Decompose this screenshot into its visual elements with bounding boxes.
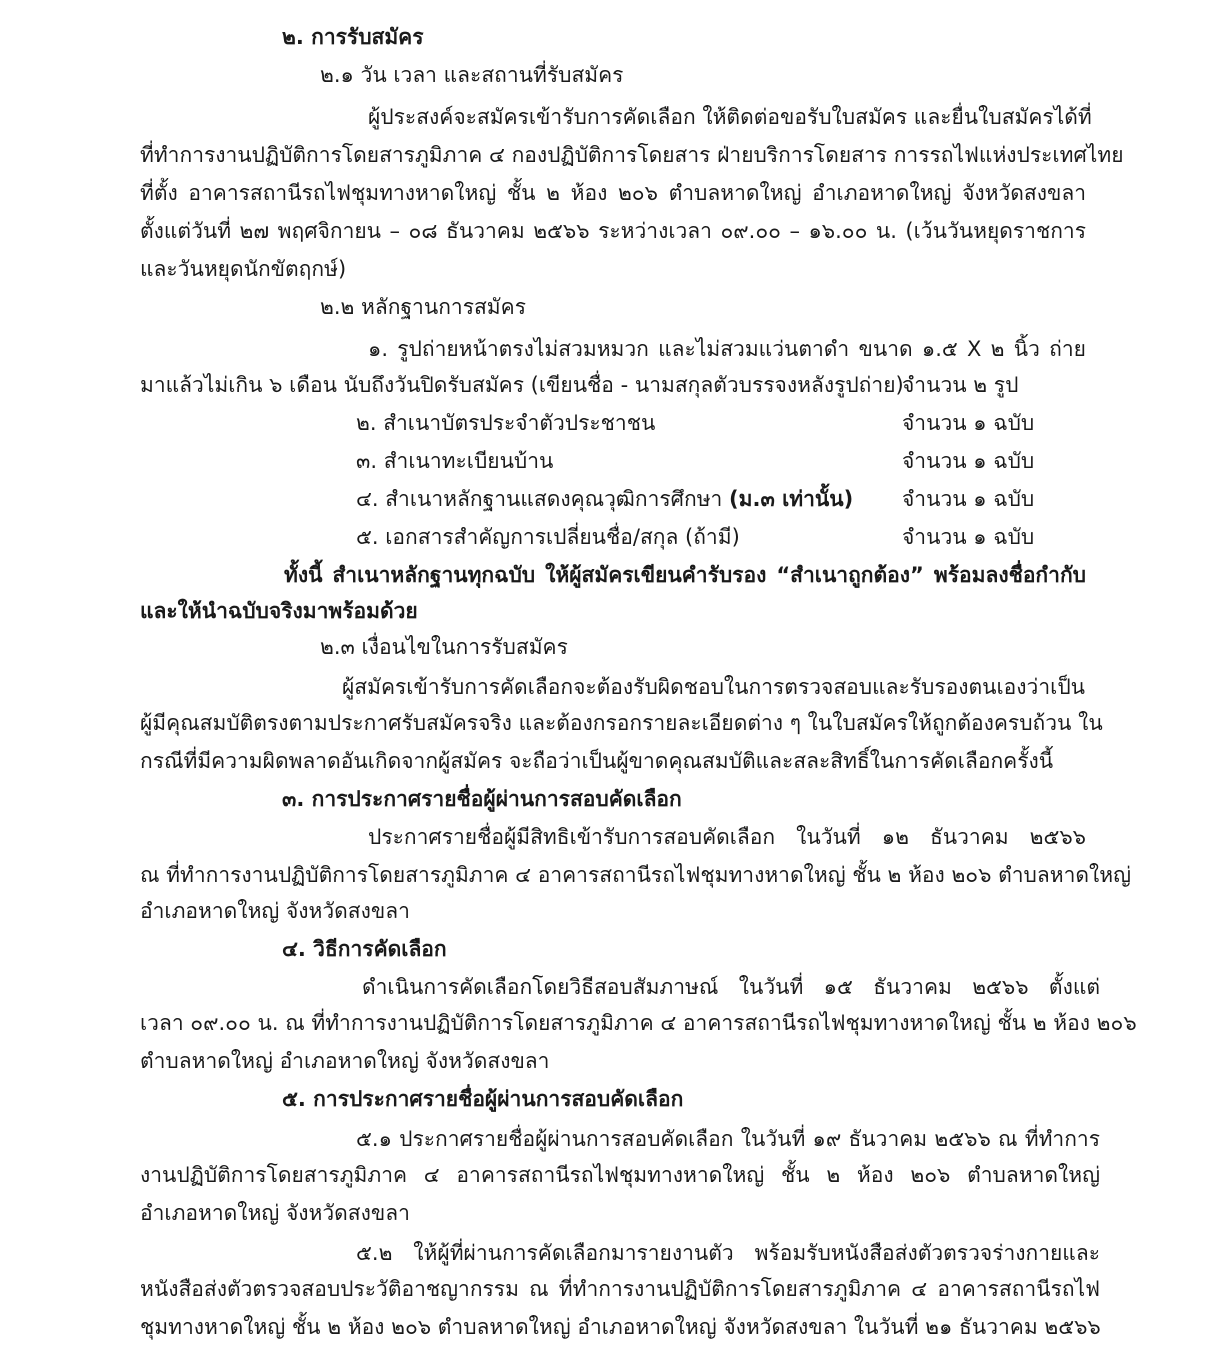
evidence-item-4-qty: จำนวน ๑ ฉบับ (902, 487, 1035, 511)
paragraph-line: ตั้งแต่วันที่ ๒๗ พฤศจิกายน – ๐๘ ธันวาคม ๒๕๖๖ ระหว่างเวลา ๐๙.๐๐ – ๑๖.๐๐ น. (เว้นวันหยุดราชการ (140, 219, 1086, 243)
paragraph-line: ๕.๒ ให้ผู้ที่ผ่านการคัดเลือกมารายงานตัว พร้อมรับหนังสือส่งตัวตรวจร่างกายและ (356, 1241, 1100, 1265)
paragraph-line: อำเภอหาดใหญ่ จังหวัดสงขลา (140, 1201, 410, 1225)
paragraph-line: ประกาศรายชื่อผู้มีสิทธิเข้ารับการสอบคัดเลือก ในวันที่ ๑๒ ธันวาคม ๒๕๖๖ (368, 825, 1086, 849)
section-5-heading: ๕. การประกาศรายชื่อผู้ผ่านการสอบคัดเลือก (282, 1087, 684, 1111)
evidence-item-4-text: ๔. สำเนาหลักฐานแสดงคุณวุฒิการศึกษา (356, 487, 730, 511)
evidence-item-3-qty: จำนวน ๑ ฉบับ (902, 449, 1035, 473)
section-2-2-title: ๒.๒ หลักฐานการสมัคร (320, 295, 526, 319)
paragraph-line: ชุมทางหาดใหญ่ ชั้น ๒ ห้อง ๒๐๖ ตำบลหาดใหญ่ อำเภอหาดใหญ่ จังหวัดสงขลา ในวันที่ ๒๑ ธันวาคม ๒๕๖๖ (140, 1315, 1101, 1339)
paragraph-line: ดำเนินการคัดเลือกโดยวิธีสอบสัมภาษณ์ ในวันที่ ๑๕ ธันวาคม ๒๕๖๖ ตั้งแต่ (362, 975, 1100, 999)
evidence-item-2: ๒. สำเนาบัตรประจำตัวประชาชน (356, 411, 656, 435)
evidence-item-4-condition: (ม.๓ เท่านั้น) (729, 487, 854, 511)
evidence-item-5-qty: จำนวน ๑ ฉบับ (902, 525, 1035, 549)
evidence-item-4 (356, 484, 853, 514)
evidence-item-5: ๕. เอกสารสำคัญการเปลี่ยนชื่อ/สกุล (ถ้ามี) (356, 525, 740, 549)
evidence-item-1-line1: ๑. รูปถ่ายหน้าตรงไม่สวมหมวก และไม่สวมแว่นตาดำ ขนาด ๑.๕ X ๒ นิ้ว ถ่าย (368, 337, 1086, 361)
evidence-item-3: ๓. สำเนาทะเบียนบ้าน (356, 449, 554, 473)
section-4-heading: ๔. วิธีการคัดเลือก (282, 937, 447, 961)
paragraph-line: เวลา ๐๙.๐๐ น. ณ ที่ทำการงานปฏิบัติการโดยสารภูมิภาค ๔ อาคารสถานีรถไฟชุมทางหาดใหญ่ ชั้น ๒ ห้อง ๒๐๖ (140, 1011, 1137, 1035)
paragraph-line: ที่ทำการงานปฏิบัติการโดยสารภูมิภาค ๔ กองปฏิบัติการโดยสาร ฝ่ายบริการโดยสาร การรถไฟแห่งประเทศไทย (140, 143, 1124, 167)
paragraph-line: ๕.๑ ประกาศรายชื่อผู้ผ่านการสอบคัดเลือก ในวันที่ ๑๙ ธันวาคม ๒๕๖๖ ณ ที่ทำการ (356, 1127, 1100, 1151)
evidence-item-2-qty: จำนวน ๑ ฉบับ (902, 411, 1035, 435)
evidence-item-1-qty: จำนวน ๒ รูป (902, 373, 1019, 397)
certification-note-line1: ทั้งนี้ สำเนาหลักฐานทุกฉบับ ให้ผู้สมัครเขียนคำรับรอง “สำเนาถูกต้อง” พร้อมลงชื่อกำกับ (284, 563, 1086, 587)
paragraph-line: หนังสือส่งตัวตรวจสอบประวัติอาชญากรรม ณ ที่ทำการงานปฏิบัติการโดยสารภูมิภาค ๔ อาคารสถานีรถไฟ (140, 1277, 1100, 1301)
paragraph-line: กรณีที่มีความผิดพลาดอันเกิดจากผู้สมัคร จะถือว่าเป็นผู้ขาดคุณสมบัติและสละสิทธิ์ในการคัดเลือกครั้งนี้ (140, 749, 1054, 773)
paragraph-line: ที่ตั้ง อาคารสถานีรถไฟชุมทางหาดใหญ่ ชั้น ๒ ห้อง ๒๐๖ ตำบลหาดใหญ่ อำเภอหาดใหญ่ จังหวัดสงขลา (140, 181, 1086, 205)
certification-note-line2: และให้นำฉบับจริงมาพร้อมด้วย (140, 599, 418, 623)
paragraph-line: ผู้มีคุณสมบัติตรงตามประกาศรับสมัครจริง และต้องกรอกรายละเอียดต่าง ๆ ในใบสมัครให้ถูกต้องครบถ้วน ใน (140, 711, 1103, 735)
paragraph-line: ผู้สมัครเข้ารับการคัดเลือกจะต้องรับผิดชอบในการตรวจสอบและรับรองตนเองว่าเป็น (342, 675, 1085, 699)
paragraph-line: งานปฏิบัติการโดยสารภูมิภาค ๔ อาคารสถานีรถไฟชุมทางหาดใหญ่ ชั้น ๒ ห้อง ๒๐๖ ตำบลหาดใหญ่ (140, 1163, 1100, 1187)
paragraph-line: ผู้ประสงค์จะสมัครเข้ารับการคัดเลือก ให้ติดต่อขอรับใบสมัคร และยื่นใบสมัครได้ที่ (368, 105, 1092, 129)
section-2-3-title: ๒.๓ เงื่อนไขในการรับสมัคร (320, 635, 568, 659)
section-3-heading: ๓. การประกาศรายชื่อผู้ผ่านการสอบคัดเลือก (282, 787, 682, 811)
paragraph-line: อำเภอหาดใหญ่ จังหวัดสงขลา (140, 899, 410, 923)
evidence-item-1-line2: มาแล้วไม่เกิน ๖ เดือน นับถึงวันปิดรับสมัคร (เขียนชื่อ - นามสกุลตัวบรรจงหลังรูปถ่าย) (140, 373, 904, 397)
paragraph-line: ตำบลหาดใหญ่ อำเภอหาดใหญ่ จังหวัดสงขลา (140, 1049, 550, 1073)
paragraph-line: และวันหยุดนักขัตฤกษ์) (140, 257, 347, 281)
section-2-1-title: ๒.๑ วัน เวลา และสถานที่รับสมัคร (320, 63, 624, 87)
paragraph-line: ณ ที่ทำการงานปฏิบัติการโดยสารภูมิภาค ๔ อาคารสถานีรถไฟชุมทางหาดใหญ่ ชั้น ๒ ห้อง ๒๐๖ ตำบลหาดใหญ่ (140, 863, 1132, 887)
section-2-heading: ๒. การรับสมัคร (282, 25, 424, 49)
